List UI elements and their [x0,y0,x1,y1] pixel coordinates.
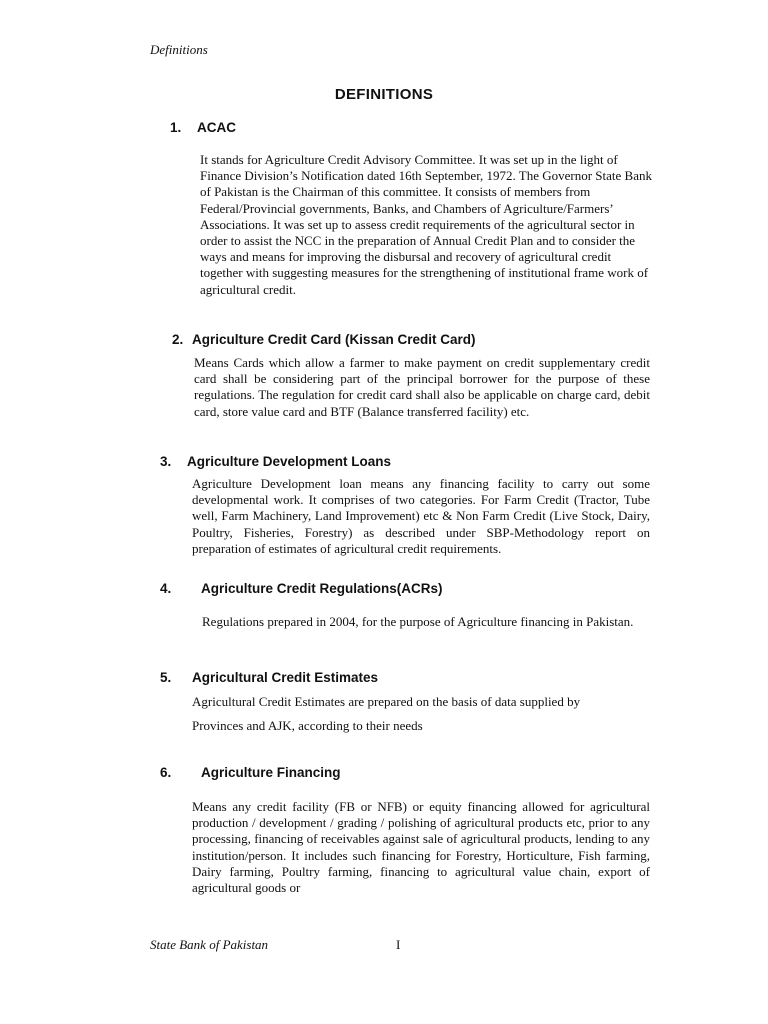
section-number: 1. [170,120,182,135]
running-header: Definitions [150,42,208,57]
section-number: 6. [160,765,172,780]
section-number: 5. [160,670,172,685]
section-number: 4. [160,581,172,596]
section-title: Agriculture Credit Card (Kissan Credit Card) [192,332,476,347]
section-heading-agriculture-credit-card [172,332,476,347]
section-title: Agriculture Credit Regulations(ACRs) [201,581,443,596]
section-body-development-loans: Agriculture Development loan means any financing facility to carry out some developmental work. It comprises of two categories. For Farm Credit (Tractor, Tube well, Farm Machinery, Land Improvement) etc & Non Farm Credit (Live Stock, Dairy, Poultry, Fisheries, Forestry) as described under SBP-Methodology report on preparation of estimates of agricultural credit requirements. [192,476,650,556]
section-body-agriculture-credit-card: Means Cards which allow a farmer to make payment on credit supplementary credit card shall be considering part of the principal borrower for the purpose of these regulations. The regulation for credit card shall also be applicable on charge card, debit card, store value card and BTF (Balance transferred facility) etc. [194,355,650,419]
section-title: ACAC [197,120,236,135]
section-body-acac: It stands for Agriculture Credit Advisory Committee. It was set up in the light of Finance Division’s Notification dated 16th September, 1972. The Governor State Bank of Pakistan is the Chairman of this committee. It consists of members from Federal/Provincial governments, Banks, and Chambers of Agriculture/Farmers’ Associations. It was set up to assess credit requirements of the agricultural sector in order to assist the NCC in the preparation of Annual Credit Plan and to consider the ways and means for improving the disbursal and recovery of agricultural credit together with suggesting measures for the strengthening of institutional frame work of agricultural credit. [200,152,652,297]
section-heading-credit-regulations [160,581,443,596]
section-heading-credit-estimates [160,670,378,685]
section-heading-development-loans [160,454,391,469]
section-body-credit-regulations: Regulations prepared in 2004, for the purpose of Agriculture financing in Pakistan. [202,614,634,629]
section-number: 2. [172,332,184,347]
page-number: I [396,937,401,952]
section-title: Agricultural Credit Estimates [192,670,379,685]
section-title: Agriculture Financing [201,765,341,780]
section-body-credit-estimates-line-1: Agricultural Credit Estimates are prepared on the basis of data supplied by [192,694,581,709]
section-heading-acac [170,120,236,135]
section-number: 3. [160,454,172,469]
section-heading-agriculture-financing [160,765,341,780]
section-title: Agriculture Development Loans [187,454,392,469]
page-title: DEFINITIONS [334,86,434,103]
section-body-credit-estimates-line-2: Provinces and AJK, according to their needs [192,718,423,733]
footer-publisher: State Bank of Pakistan [150,937,269,952]
section-body-agriculture-financing: Means any credit facility (FB or NFB) or equity financing allowed for agricultural production / development / grading / polishing of agricultural products etc, prior to any processing, financing of receivables against sale of agricultural products, lending to any institution/person. It includes such financing for Forestry, Horticulture, Fish farming, Dairy farming, Poultry farming, financing to agricultural value chain, export of agricultural goods or [192,799,650,896]
